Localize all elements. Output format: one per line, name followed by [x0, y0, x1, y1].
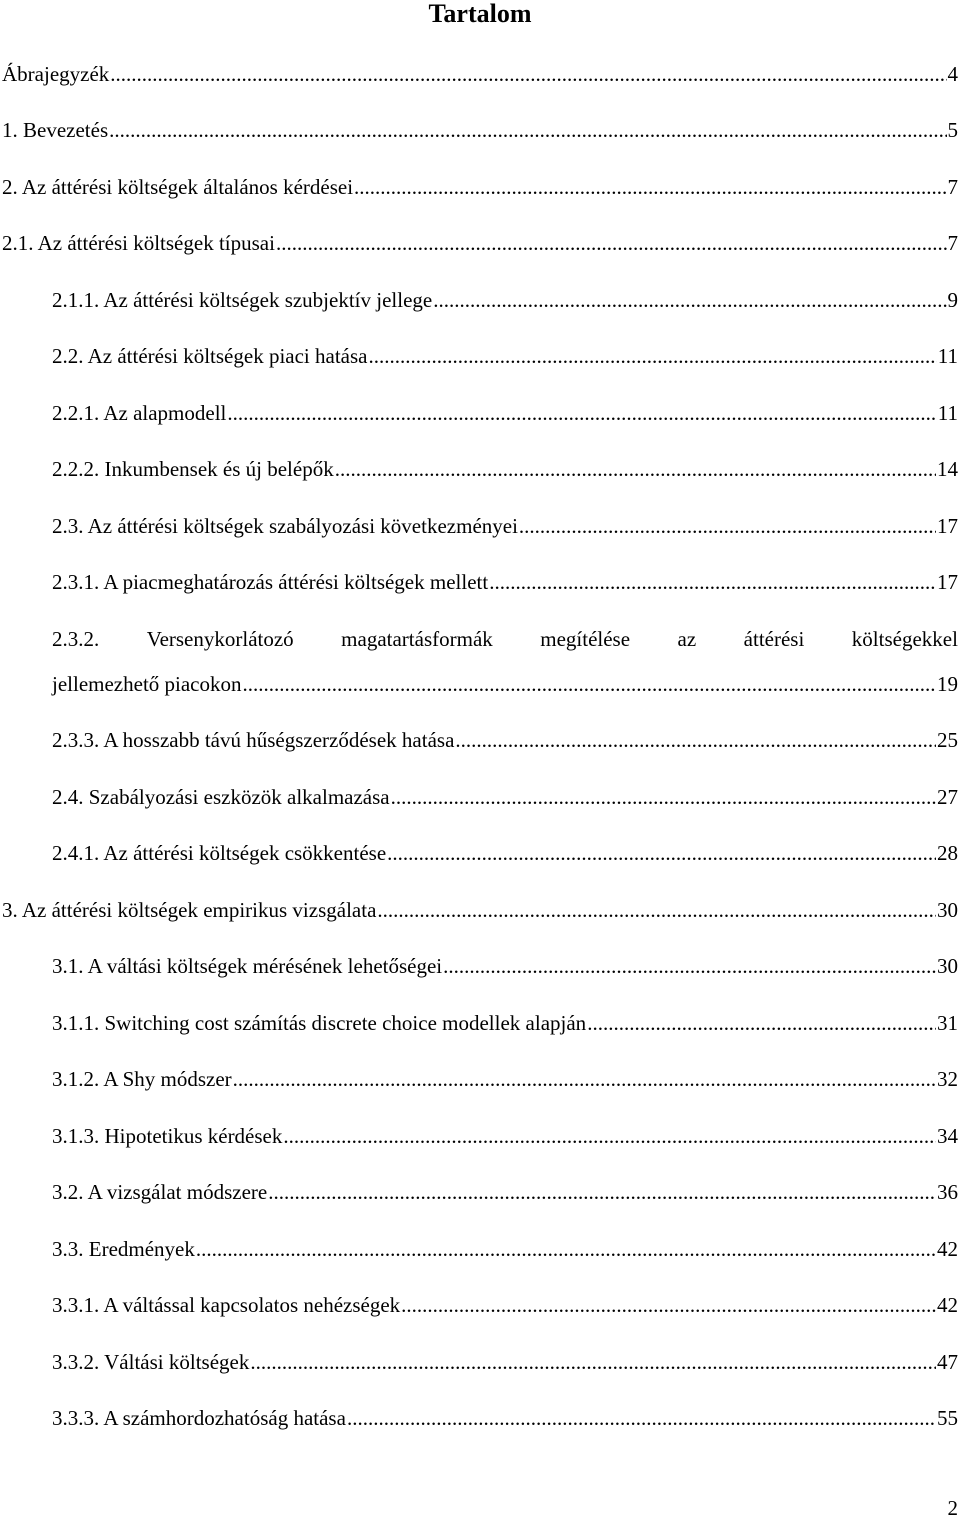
- toc-entry-page: 32: [937, 1067, 958, 1091]
- toc-entry[interactable]: [52, 1293, 958, 1317]
- toc-word: Versenykorlátozó: [146, 627, 294, 651]
- toc-leader-dots: [347, 1406, 936, 1430]
- toc-entry-page: 42: [937, 1237, 958, 1261]
- toc-entry-page: 4: [947, 62, 958, 86]
- toc-word: megítélése: [540, 627, 631, 651]
- toc-entry-label: 2.2.1. Az alapmodell: [52, 401, 227, 425]
- toc-entry-label: 3.1.2. A Shy módszer: [52, 1067, 232, 1091]
- toc-entry-page: 42: [937, 1293, 958, 1317]
- toc-entry-label: 2.3.1. A piacmeghatározás áttérési költségek mellett: [52, 570, 489, 594]
- toc-entry[interactable]: [52, 672, 958, 696]
- toc-leader-dots: [587, 1011, 936, 1035]
- toc-entry-label: 3.1.1. Switching cost számítás discrete choice modellek alapján: [52, 1011, 587, 1035]
- toc-entry-label: 3. Az áttérési költségek empirikus vizsgálata: [2, 898, 377, 922]
- toc-entry-label: 2.2. Az áttérési költségek piaci hatása: [52, 344, 368, 368]
- toc-entry[interactable]: [52, 954, 958, 978]
- toc-entry-page: 28: [937, 841, 958, 865]
- toc-leader-dots: [250, 1350, 936, 1374]
- toc-word: magatartásformák: [341, 627, 493, 651]
- toc-entry-page: 31: [937, 1011, 958, 1035]
- toc-entry[interactable]: [2, 118, 958, 142]
- toc-leader-dots: [455, 728, 936, 752]
- toc-entry-label: 2.3. Az áttérési költségek szabályozási következményei: [52, 514, 518, 538]
- toc-word: költségekkel: [851, 627, 958, 651]
- toc-entry[interactable]: [52, 457, 958, 481]
- toc-entry-label: 3.1.3. Hipotetikus kérdések: [52, 1124, 283, 1148]
- toc-entry[interactable]: [52, 1237, 958, 1261]
- toc-entry[interactable]: [52, 1067, 958, 1091]
- toc-leader-dots: [443, 954, 936, 978]
- toc-entry-page: 17: [937, 570, 958, 594]
- toc-leader-dots: [283, 1124, 936, 1148]
- toc-leader-dots: [519, 514, 936, 538]
- toc-entry-page: 25: [937, 728, 958, 752]
- toc-entry-page: 36: [937, 1180, 958, 1204]
- toc-leader-dots: [227, 401, 936, 425]
- toc-entry[interactable]: [52, 401, 958, 425]
- toc-leader-dots: [110, 62, 946, 86]
- toc-leader-dots: [391, 785, 936, 809]
- toc-entry[interactable]: [2, 175, 958, 199]
- toc-entry-page: 27: [937, 785, 958, 809]
- toc-entry-label: 3.3.2. Váltási költségek: [52, 1350, 250, 1374]
- toc-entry-label: 3.3. Eredmények: [52, 1237, 195, 1261]
- toc-entry-label: 2. Az áttérési költségek általános kérdései: [2, 175, 354, 199]
- toc-entry-label: 3.1. A váltási költségek mérésének lehetőségei: [52, 954, 443, 978]
- toc-word: áttérési: [743, 627, 805, 651]
- toc-entry[interactable]: [2, 62, 958, 86]
- toc-entry-label: 2.1. Az áttérési költségek típusai: [2, 231, 275, 255]
- toc-entry-page: 5: [947, 118, 958, 142]
- toc-entry[interactable]: [52, 728, 958, 752]
- toc-entry-label: Ábrajegyzék: [2, 62, 110, 86]
- toc-entry[interactable]: [52, 1406, 958, 1430]
- toc-leader-dots: [387, 841, 936, 865]
- toc-leader-dots: [335, 457, 936, 481]
- page-title: Tartalom: [428, 0, 532, 28]
- toc-entry-page: 11: [937, 344, 958, 368]
- toc-entry-page: 30: [937, 954, 958, 978]
- toc-entry-label: 2.4. Szabályozási eszközök alkalmazása: [52, 785, 390, 809]
- toc-entry-page: 19: [937, 672, 958, 696]
- toc-leader-dots: [401, 1293, 936, 1317]
- toc-entry-line1[interactable]: [52, 627, 958, 651]
- toc-entry[interactable]: [52, 570, 958, 594]
- toc-entry[interactable]: [52, 1124, 958, 1148]
- toc-entry[interactable]: [2, 231, 958, 255]
- toc-entry-page: 9: [947, 288, 958, 312]
- toc-entry[interactable]: [52, 1011, 958, 1035]
- toc-entry[interactable]: [52, 514, 958, 538]
- toc-entry-page: 14: [937, 457, 958, 481]
- toc-leader-dots: [433, 288, 946, 312]
- toc-leader-dots: [354, 175, 946, 199]
- toc-entry[interactable]: [52, 1180, 958, 1204]
- toc-entry-label: 2.3.3. A hosszabb távú hűségszerződések hatása: [52, 728, 455, 752]
- toc-entry-page: 7: [947, 231, 958, 255]
- toc-entry-label: 3.3.3. A számhordozhatóság hatása: [52, 1406, 346, 1430]
- toc-entry[interactable]: [52, 344, 958, 368]
- toc-leader-dots: [268, 1180, 936, 1204]
- toc-leader-dots: [276, 231, 947, 255]
- toc-entry[interactable]: [52, 841, 958, 865]
- toc-leader-dots: [489, 570, 936, 594]
- toc-entry-page: 30: [937, 898, 958, 922]
- toc-word: az: [677, 627, 697, 651]
- toc-entry-label: 2.2.2. Inkumbensek és új belépők: [52, 457, 334, 481]
- toc-entry-label: 3.2. A vizsgálat módszere: [52, 1180, 268, 1204]
- toc-leader-dots: [368, 344, 936, 368]
- toc-entry-label: 3.3.1. A váltással kapcsolatos nehézségek: [52, 1293, 401, 1317]
- toc-entry-page: 47: [937, 1350, 958, 1374]
- toc-leader-dots: [196, 1237, 936, 1261]
- toc-entry-page: 34: [937, 1124, 958, 1148]
- toc-entry-label: 2.4.1. Az áttérési költségek csökkentése: [52, 841, 387, 865]
- toc-entry-label: 2.1.1. Az áttérési költségek szubjektív jellege: [52, 288, 433, 312]
- toc-entry-page: 17: [937, 514, 958, 538]
- toc-entry[interactable]: [52, 1350, 958, 1374]
- toc-leader-dots: [377, 898, 936, 922]
- toc-leader-dots: [109, 118, 946, 142]
- toc-entry-label: 1. Bevezetés: [2, 118, 109, 142]
- toc-entry[interactable]: [2, 898, 958, 922]
- toc-entry-page: 55: [937, 1406, 958, 1430]
- toc-leader-dots: [243, 672, 936, 696]
- toc-entry[interactable]: [52, 785, 958, 809]
- page-number: 2: [947, 1496, 958, 1520]
- toc-leader-dots: [233, 1067, 936, 1091]
- toc-entry-page: 7: [947, 175, 958, 199]
- toc-entry[interactable]: [52, 288, 958, 312]
- toc-word: 2.3.2.: [52, 627, 100, 651]
- toc-entry-label: jellemezhető piacokon: [52, 672, 242, 696]
- toc-entry-page: 11: [937, 401, 958, 425]
